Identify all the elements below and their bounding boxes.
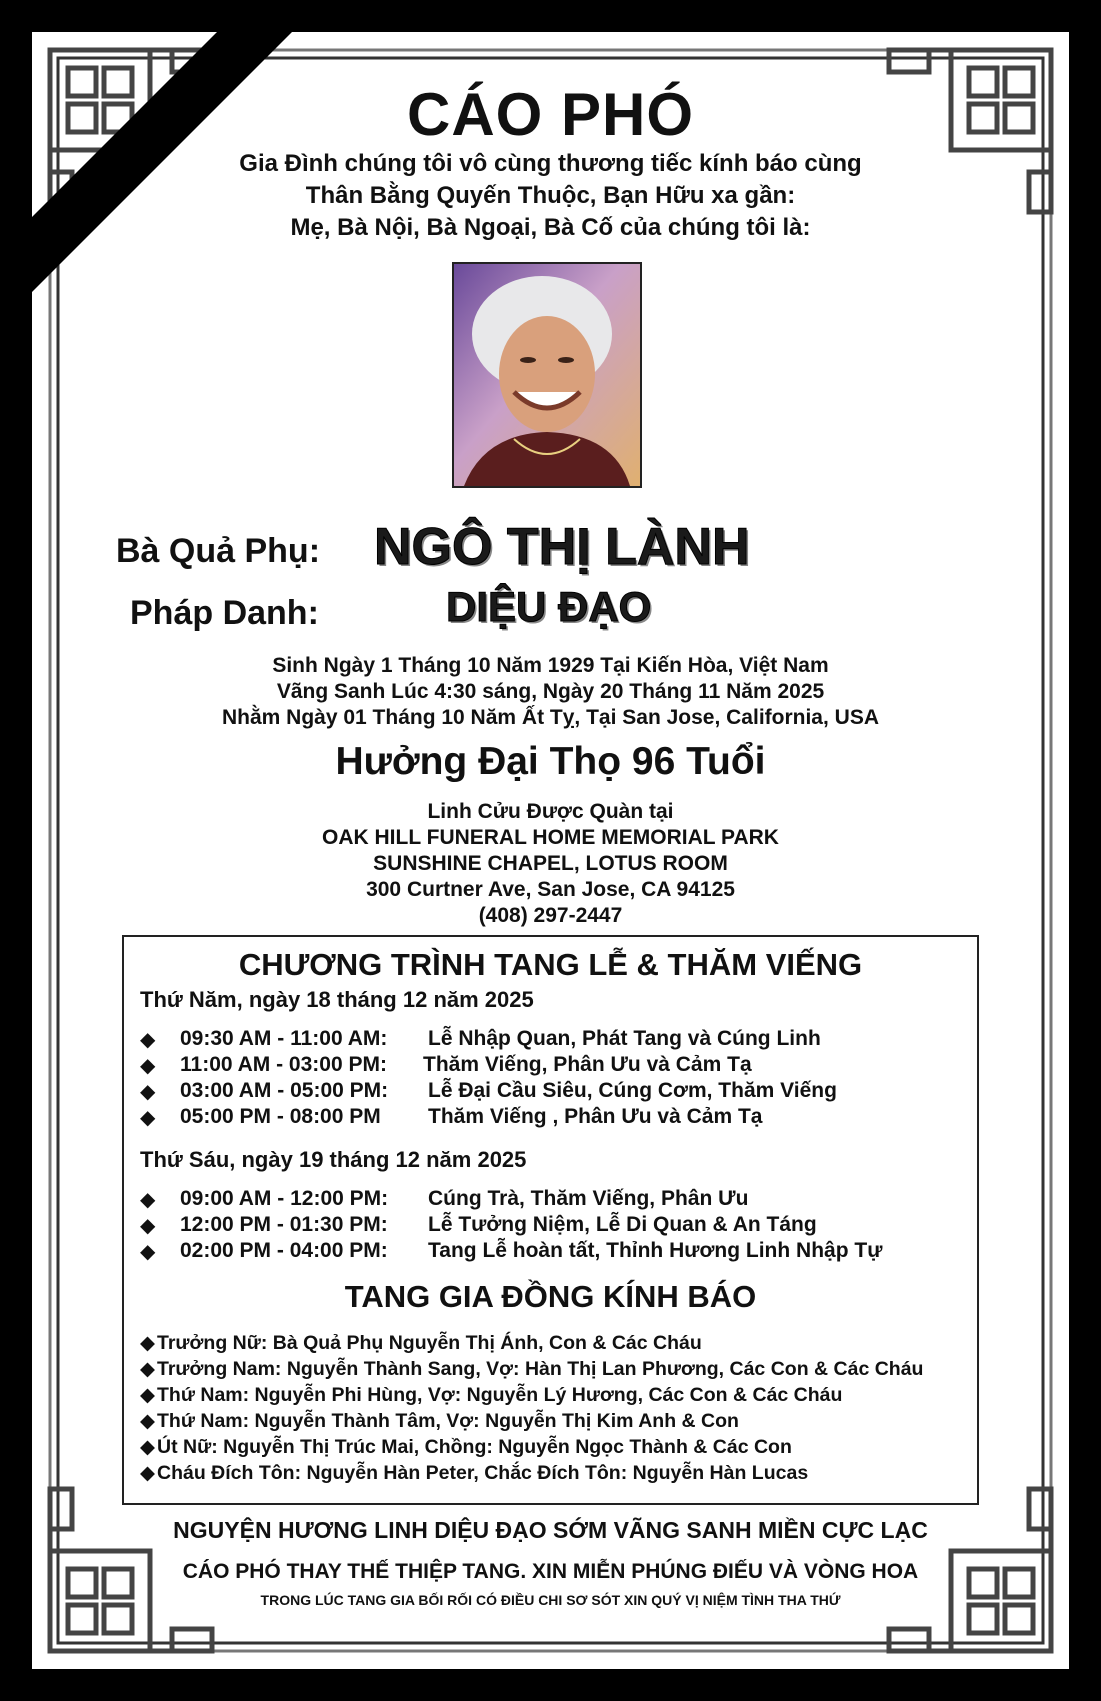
schedule-time: 03:00 AM - 05:00 PM:: [180, 1079, 389, 1102]
intro-line: Thân Bằng Quyến Thuộc, Bạn Hữu xa gần:: [305, 182, 796, 209]
diamond-bullet-icon: ◆: [140, 1384, 155, 1406]
schedule-item: [140, 1027, 970, 1053]
diamond-bullet-icon: ◆: [140, 1332, 155, 1354]
schedule-activity: Tang Lễ hoàn tất, Thỉnh Hương Linh Nhập Tự: [428, 1239, 883, 1262]
venue-phone: (408) 297-2447: [478, 904, 623, 927]
family-member-text: Cháu Đích Tôn: Nguyễn Hàn Peter, Chắc Đích Tôn: Nguyễn Hàn Lucas: [157, 1462, 809, 1484]
closing-notice: CÁO PHÓ THAY THẾ THIỆP TANG. XIN MIỄN PHÚNG ĐIẾU VÀ VÒNG HOA: [182, 1560, 919, 1583]
schedule-time: 05:00 PM - 08:00 PM: [180, 1105, 381, 1128]
portrait-photo: [452, 262, 642, 488]
deceased-name: NGÔ THỊ LÀNH: [374, 518, 750, 576]
family-member: [140, 1383, 842, 1407]
day-heading: Thứ Năm, ngày 18 tháng 12 năm 2025: [140, 987, 534, 1012]
name-label: Bà Quả Phụ:: [116, 532, 321, 570]
schedule-item: [140, 1187, 970, 1213]
diamond-bullet-icon: ◆: [140, 1107, 156, 1129]
schedule-time: 11:00 AM - 03:00 PM:: [180, 1053, 387, 1076]
family-member-text: Thứ Nam: Nguyễn Phi Hùng, Vợ: Nguyễn Lý Hương, Các Con & Các Cháu: [157, 1384, 843, 1406]
dharma-name: DIỆU ĐẠO: [446, 583, 652, 630]
venue-line: Linh Cửu Được Quàn tại: [427, 800, 674, 823]
program-title: CHƯƠNG TRÌNH TANG LỄ & THĂM VIẾNG: [238, 947, 863, 982]
page-title: CÁO PHÓ: [406, 81, 695, 148]
schedule-item: [140, 1053, 970, 1079]
day-heading: Thứ Sáu, ngày 19 tháng 12 năm 2025: [140, 1147, 527, 1172]
family-member: [140, 1357, 923, 1381]
diamond-bullet-icon: ◆: [140, 1189, 156, 1211]
family-member-text: Trưởng Nam: Nguyễn Thành Sang, Vợ: Hàn Thị Lan Phương, Các Con & Các Cháu: [157, 1358, 924, 1380]
birth-info: Sinh Ngày 1 Tháng 10 Năm 1929 Tại Kiến Hòa, Việt Nam: [272, 654, 829, 677]
schedule-item: [140, 1213, 970, 1239]
schedule-time: 09:00 AM - 12:00 PM:: [180, 1187, 389, 1210]
venue-name: OAK HILL FUNERAL HOME MEMORIAL PARK: [322, 826, 779, 849]
diamond-bullet-icon: ◆: [140, 1081, 156, 1103]
family-member-text: Út Nữ: Nguyễn Thị Trúc Mai, Chồng: Nguyễn Ngọc Thành & Các Con: [157, 1436, 792, 1458]
schedule-activity: Lễ Nhập Quan, Phát Tang và Cúng Linh: [428, 1027, 821, 1050]
intro-line: Mẹ, Bà Nội, Bà Ngoại, Bà Cố của chúng tôi là:: [290, 214, 811, 241]
family-member-text: Trưởng Nữ: Bà Quả Phụ Nguyễn Thị Ánh, Con & Các Cháu: [157, 1332, 702, 1354]
death-info: Vãng Sanh Lúc 4:30 sáng, Ngày 20 Tháng 11 Năm 2025: [276, 680, 825, 703]
closing-apology: TRONG LÚC TANG GIA BỐI RỐI CÓ ĐIỀU CHI SƠ SÓT XIN QUÝ VỊ NIỆM TÌNH THA THỨ: [260, 1592, 841, 1608]
schedule-item: [140, 1105, 970, 1131]
age-line: Hưởng Đại Thọ 96 Tuổi: [335, 740, 766, 783]
lunar-date-info: Nhằm Ngày 01 Tháng 10 Năm Ất Tỵ, Tại San Jose, California, USA: [221, 706, 879, 729]
closing-prayer: NGUYỆN HƯƠNG LINH DIỆU ĐẠO SỚM VÃNG SANH MIỀN CỰC LẠC: [173, 1517, 928, 1543]
schedule-activity: Lễ Đại Cầu Siêu, Cúng Cơm, Thăm Viếng: [428, 1079, 837, 1102]
diamond-bullet-icon: ◆: [140, 1241, 156, 1263]
schedule-activity: Cúng Trà, Thăm Viếng, Phân Ưu: [428, 1187, 749, 1210]
family-member: [140, 1331, 702, 1355]
venue-room: SUNSHINE CHAPEL, LOTUS ROOM: [373, 852, 728, 875]
obituary-card: [32, 32, 1069, 1669]
diamond-bullet-icon: ◆: [140, 1358, 155, 1380]
diamond-bullet-icon: ◆: [140, 1462, 155, 1484]
family-member: [140, 1435, 792, 1459]
schedule-time: 09:30 AM - 11:00 AM:: [180, 1027, 388, 1050]
schedule-item: [140, 1079, 970, 1105]
venue-address: 300 Curtner Ave, San Jose, CA 94125: [366, 878, 735, 901]
program-box: [122, 935, 979, 1505]
diamond-bullet-icon: ◆: [140, 1055, 156, 1077]
schedule-time: 12:00 PM - 01:30 PM:: [180, 1213, 388, 1236]
diamond-bullet-icon: ◆: [140, 1215, 156, 1237]
schedule-activity: Thăm Viếng , Phân Ưu và Cảm Tạ: [428, 1105, 763, 1128]
family-member: [140, 1409, 739, 1433]
diamond-bullet-icon: ◆: [140, 1029, 156, 1051]
schedule-time: 02:00 PM - 04:00 PM:: [180, 1239, 388, 1262]
intro-line: Gia Đình chúng tôi vô cùng thương tiếc kính báo cùng: [239, 150, 862, 177]
family-member: [140, 1461, 808, 1485]
schedule-item: [140, 1239, 970, 1265]
family-title: TANG GIA ĐỒNG KÍNH BÁO: [344, 1279, 757, 1314]
family-member-text: Thứ Nam: Nguyễn Thành Tâm, Vợ: Nguyễn Thị Kim Anh & Con: [157, 1410, 739, 1432]
schedule-activity: Lễ Tưởng Niệm, Lễ Di Quan & An Táng: [428, 1213, 817, 1236]
diamond-bullet-icon: ◆: [140, 1436, 155, 1458]
dharma-name-label: Pháp Danh:: [130, 594, 319, 632]
diamond-bullet-icon: ◆: [140, 1410, 155, 1432]
schedule-activity: Thăm Viếng, Phân Ưu và Cảm Tạ: [423, 1053, 752, 1076]
